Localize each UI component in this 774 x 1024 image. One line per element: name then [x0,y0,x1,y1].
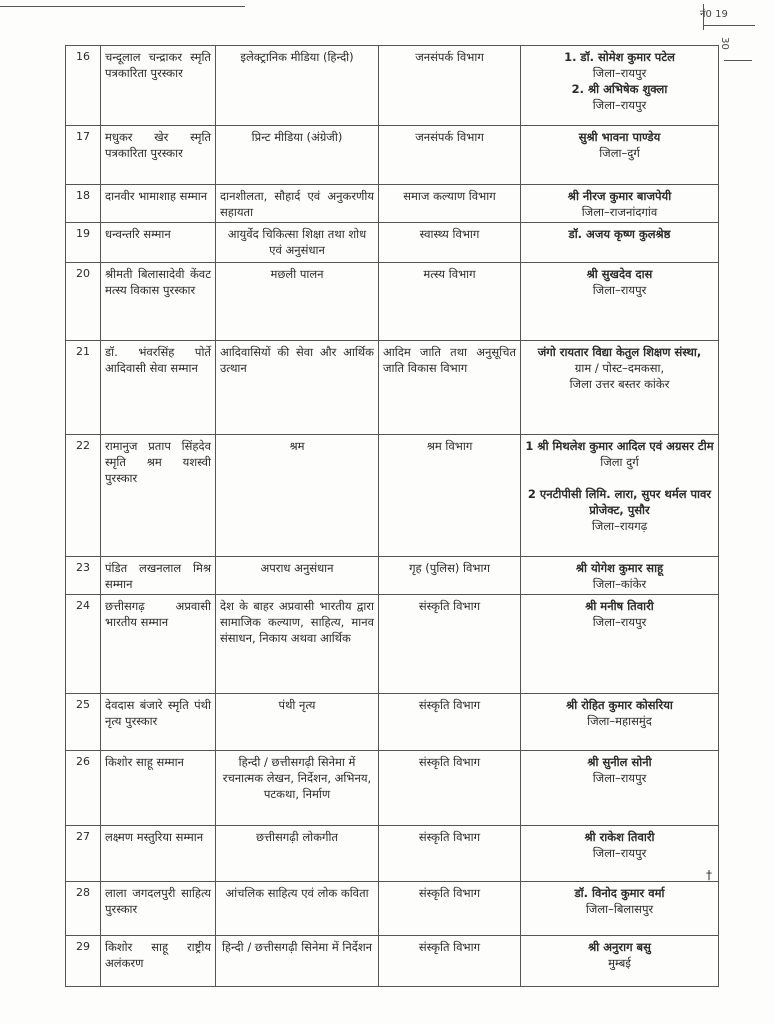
recipients [521,751,719,826]
award-name: धन्वन्तरि सम्मान [101,223,216,263]
award-name: पंडित लखनलाल मिश्र सम्मान [101,557,216,595]
ink-mark: † [706,868,712,882]
department: संस्कृति विभाग [379,882,521,936]
award-row [66,263,719,341]
recipient-district: जिला–रायपुर [592,846,647,860]
spacer [525,470,714,486]
award-name: रामानुज प्रताप सिंहदेव स्मृति श्रम यशस्वी पुरस्कार [101,435,216,557]
recipient-name: डॉ. अजय कृष्ण कुलश्रेष्ठ [568,227,671,241]
serial-number: 28 [66,882,101,936]
recipients [521,595,719,694]
award-name: मधुकर खेर स्मृति पत्रकारिता पुरस्कार [101,126,216,185]
award-category: श्रम [216,435,379,557]
recipient-name: श्री राकेश तिवारी [584,830,655,844]
recipient-name: श्री रोहित कुमार कोसरिया [566,698,673,712]
award-row [66,557,719,595]
award-name: दानवीर भामाशाह सम्मान [101,185,216,223]
award-row [66,694,719,751]
department: संस्कृति विभाग [379,751,521,826]
recipients [521,263,719,341]
award-row [66,595,719,694]
serial-number: 18 [66,185,101,223]
award-row [66,46,719,126]
award-row [66,882,719,936]
recipient-name: श्री नीरज कुमार बाजपेयी [567,189,672,203]
award-category: आयुर्वेद चिकित्सा शिक्षा तथा शोध एवं अनुसंधान [216,223,379,263]
award-row [66,126,719,185]
department: संस्कृति विभाग [379,595,521,694]
award-category: आंचलिक साहित्य एवं लोक कविता [216,882,379,936]
corner-rule-2 [724,60,752,61]
award-row [66,185,719,223]
recipient-district: जिला–राजनांदगांव [581,205,658,219]
award-category: मछली पालन [216,263,379,341]
recipient-name: श्री अनुराग बसु [588,940,651,954]
award-name: लाला जगदलपुरी साहित्य पुरस्कार [101,882,216,936]
recipient-name: 2. श्री अभिषेक शुक्ला [571,82,668,96]
recipients [521,435,719,557]
serial-number: 24 [66,595,101,694]
recipients [521,126,719,185]
recipient-name: श्री मनीष तिवारी [585,599,654,613]
recipient-name: श्री सुनील सोनी [587,755,652,769]
serial-number: 21 [66,341,101,435]
recipients [521,936,719,987]
award-category: पंथी नृत्य [216,694,379,751]
award-category: दानशीलता, सौहार्द एवं अनुकरणीय सहायता [216,185,379,223]
recipients [521,557,719,595]
recipient-district: जिला–रायपुर [592,98,647,112]
award-row [66,826,719,882]
award-row [66,341,719,435]
award-name: श्रीमती बिलासादेवी केंवट मत्स्य विकास पुरस्कार [101,263,216,341]
department: श्रम विभाग [379,435,521,557]
award-name: चन्दूलाल चन्द्राकर स्मृति पत्रकारिता पुरस्कार [101,46,216,126]
recipients [521,46,719,126]
serial-number: 23 [66,557,101,595]
department: जनसंपर्क विभाग [379,46,521,126]
department: समाज कल्याण विभाग [379,185,521,223]
recipient-district: जिला–रायपुर [592,66,647,80]
award-category: छत्तीसगढ़ी लोकगीत [216,826,379,882]
award-category: अपराध अनुसंधान [216,557,379,595]
award-name: देवदास बंजारे स्मृति पंथी नृत्य पुरस्कार [101,694,216,751]
recipients [521,694,719,751]
serial-number: 27 [66,826,101,882]
recipient-district: जिला–रायपुर [592,615,647,629]
serial-number: 19 [66,223,101,263]
serial-number: 20 [66,263,101,341]
recipient-district: जिला–रायगढ़ [591,519,648,533]
serial-number: 29 [66,936,101,987]
recipients [521,185,719,223]
award-row [66,936,719,987]
award-category: देश के बाहर अप्रवासी भारतीय द्वारा सामाजिक कल्याण, साहित्य, मानव संसाधन, निकाय अथवा आर्थिक [216,595,379,694]
award-name: किशोर साहू राष्ट्रीय अलंकरण [101,936,216,987]
department: गृह (पुलिस) विभाग [379,557,521,595]
award-category: हिन्दी / छत्तीसगढ़ी सिनेमा में निर्देशन [216,936,379,987]
award-category: इलेक्ट्रानिक मीडिया (हिन्दी) [216,46,379,126]
serial-number: 22 [66,435,101,557]
recipients [521,826,719,882]
department: संस्कृति विभाग [379,826,521,882]
recipient-district: जिला–रायपुर [592,771,647,785]
department: संस्कृति विभाग [379,936,521,987]
department: स्वास्थ्य विभाग [379,223,521,263]
award-name: लक्ष्मण मस्तुरिया सम्मान [101,826,216,882]
award-name: डॉ. भंवरसिंह पोर्ते आदिवासी सेवा सम्मान [101,341,216,435]
recipient-district: जिला–बिलासपुर [585,902,654,916]
awards-table [65,45,719,987]
award-name: किशोर साहू सम्मान [101,751,216,826]
recipients [521,223,719,263]
award-name: छत्तीसगढ़ अप्रवासी भारतीय सम्मान [101,595,216,694]
award-row [66,751,719,826]
recipient-district: जिला–रायपुर [592,283,647,297]
recipient-name: जंगो रायतार विद्या केतुल शिक्षण संस्था, [537,345,702,359]
recipient-name: सुश्री भावना पाण्डेय [578,130,661,144]
recipients [521,882,719,936]
recipient-name: डॉ. विनोद कुमार वर्मा [574,886,665,900]
department: मत्स्य विभाग [379,263,521,341]
department: आदिम जाति तथा अनुसूचित जाति विकास विभाग [379,341,521,435]
recipient-name: 2 एनटीपीसी लिमि. लारा, सुपर थर्मल पावर प्रोजेक्ट, पुसौर [527,487,712,517]
department: संस्कृति विभाग [379,694,521,751]
corner-number: 30 [718,37,730,50]
serial-number: 26 [66,751,101,826]
award-category: प्रिन्ट मीडिया (अंग्रेजी) [216,126,379,185]
department: जनसंपर्क विभाग [379,126,521,185]
corner-note: नं0 19 [700,9,728,20]
recipient-name: श्री योगेश कुमार साहू [575,561,664,575]
recipient-district: जिला–कांकेर [592,577,647,591]
recipient-district: जिला–महासमुंद [587,714,652,728]
serial-number: 25 [66,694,101,751]
award-category: आदिवासियों की सेवा और आर्थिक उत्थान [216,341,379,435]
top-rule [0,6,245,7]
recipient-name: 1. डॉ. सोमेश कुमार पटेल [564,50,675,64]
recipients [521,341,719,435]
recipient-district: ग्राम / पोस्ट–दमकसा, [574,361,665,375]
award-category: हिन्दी / छत्तीसगढ़ी सिनेमा में रचनात्मक लेखन, निर्देशन, अभिनय, पटकथा, निर्माण [216,751,379,826]
corner-rule [703,25,755,26]
recipient-district: मुम्बई [608,956,631,970]
recipient-district: जिला–दुर्ग [599,146,640,160]
recipient-district: जिला उत्तर बस्तर कांकेर [569,377,670,391]
serial-number: 16 [66,46,101,126]
award-row [66,435,719,557]
recipient-name: 1 श्री मिथलेश कुमार आदिल एवं अग्रसर टीम [525,439,714,453]
serial-number: 17 [66,126,101,185]
recipient-district: जिला दुर्ग [600,455,639,469]
award-row [66,223,719,263]
recipient-name: श्री सुखदेव दास [586,267,653,281]
